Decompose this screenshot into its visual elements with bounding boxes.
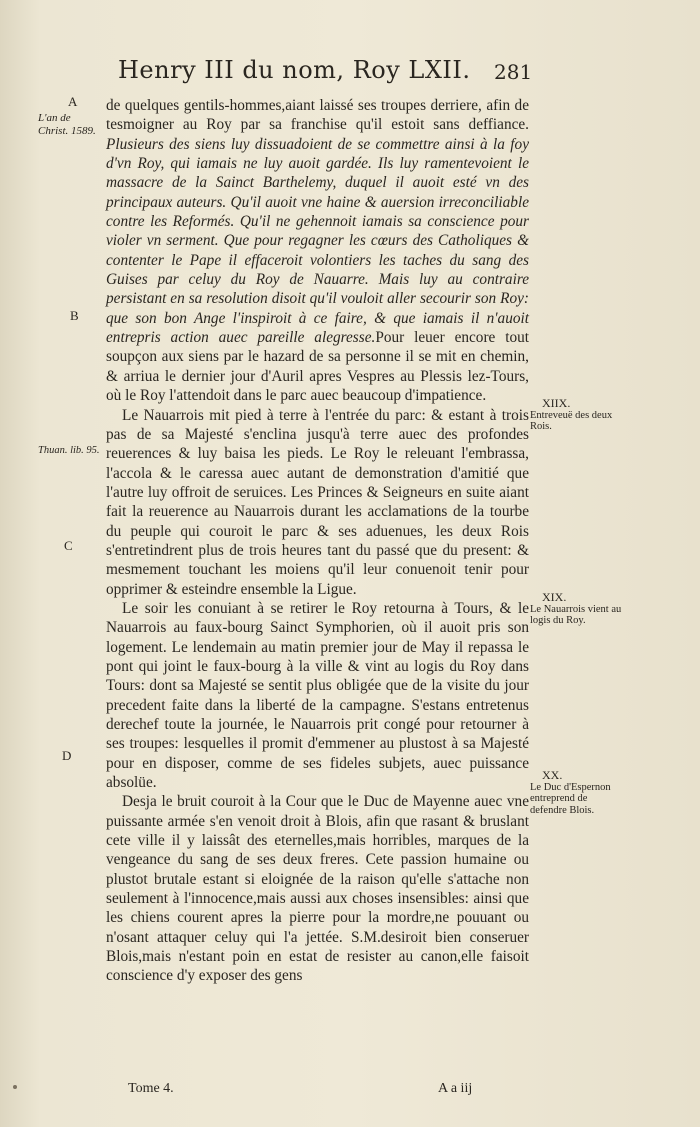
margin-note-20 <box>530 770 622 816</box>
signature-mark: A a iij <box>438 1081 473 1096</box>
margin-note-19a <box>530 398 622 433</box>
section-letter-d: D <box>62 748 72 763</box>
margin-note-19b <box>530 592 622 627</box>
source-note: Thuan. lib. 95. <box>38 445 100 456</box>
main-text <box>106 96 529 986</box>
section-letter-b: B <box>70 308 79 323</box>
paragraph-1-italic: Plusieurs des siens luy dissuadoient de se commettre ainsi à la foy d'vn Roy, qui iamais ne luy auoit gardée. Ils luy ramentevoient le massacre de la Sainct Barthelemy, duquel il auoit esté vn des principaux auteurs. Qu'il auoit vne haine & auersion irreconciliable contre les Reformés. Qu'il ne gehennoit iamais sa conscience pour violer vn serment. Que pour regagner les cœurs des Catholiques & contenter le Pape il effaceroit volontiers les taches du sang des Guises par celuy du Roy de Nauarre. Mais luy au contraire persistant en sa resolution disoit qu'il vouloit aller secourir son Roy: que son bon Ange l'inspiroit à ce faire, & que iamais il n'auoit entrepris action auec pareille alegresse. <box>106 135 529 347</box>
page-number: 281 <box>494 60 533 84</box>
paragraph-2: Le Nauarrois mit pied à terre à l'entrée du parc: & estant à trois pas de sa Majesté s'enclina jusqu'à terre auec des profondes reuerences & luy baisa les pieds. Le Roy le releuant l'embrassa, l'accola & le caressa auec autant de demonstration d'amitié que l'autre luy offroit de seruices. Les Princes & Seigneurs en suite aiant fait la reuerence au Nauarrois durant les acclamations de la tourbe du peuple qui couroit le parc & ses aduenues, les deux Rois s'entretindrent plus de trois heures tant du passé que du present: & mesmement touchant les moiens qu'il leur conuenoit tenir pour opprimer & esteindre ensemble la Ligue. <box>106 406 529 598</box>
margin-note-20-number: XX. <box>542 768 563 782</box>
paragraph-4: Desja le bruit couroit à la Cour que le Duc de Mayenne auec vne puissante armée s'en venoit droit à Blois, afin que rasant & bruslant cete ville il y laissât des eternelles,mais horribles, marques de la vengeance du sang de ses deux freres. Cete passion humaine ou plustot brutale estant si eloignée de la raison qu'elle s'attache non seulement à l'innocence,mais aussi aux choses insensibles: ainsi que les chiens courent apres la pierre pour la mordre,ne pouuant ou n'osant attaquer celuy qui l'a jettée. S.M.desiroit bien conseruer Blois,mais n'estant poin en estat de resister au canon,elle faisoit conscience d'y exposer des gens <box>106 793 529 985</box>
running-title: Henry III du nom, Roy LXII. <box>118 56 471 84</box>
volume-label: Tome 4. <box>128 1081 174 1096</box>
margin-note-19a-text: Entreveuë des deux Rois. <box>530 409 613 432</box>
section-letter-a: A <box>68 94 78 109</box>
year-note: L'an de Christ. 1589. <box>38 112 96 137</box>
margin-note-19a-number: XIIX. <box>542 396 571 410</box>
section-letter-c: C <box>64 538 73 553</box>
margin-note-20-text: Le Duc d'Espernon entreprend de defendre Blois. <box>530 781 611 816</box>
paragraph-1-text: de quelques gentils-hommes,aiant laissé ses troupes derriere, afin de tesmoigner au Roy par sa franchise qu'il estoit sans deffiance. <box>106 97 529 134</box>
page-footer <box>128 1081 508 1097</box>
paper-spot <box>13 1085 17 1089</box>
margin-note-19b-text: Le Nauarrois vient au logis du Roy. <box>530 603 622 626</box>
margin-note-19b-number: XIX. <box>542 590 567 604</box>
paragraph-1 <box>106 96 529 406</box>
paragraph-3: Le soir les conuiant à se retirer le Roy retourna à Tours, & le Nauarrois au faux-bourg Sainct Symphorien, où il auoit pris son logement. Le lendemain au matin premier jour de May il repassa le pont qui joint le faux-bourg à la ville & vint au logis du Roy dans Tours: dont sa Majesté se sentit plus obligée que de la visite du jour precedent faite dans la liberté de la campagne. S'estans entretenus derechef toute la journée, le Nauarrois prit congé pour retourner à ses troupes: lesquelles il promit d'emmener au plustost à sa Majesté pour en disposer, comme de ses fideles subjets, auec puissance absolüe. <box>106 599 529 792</box>
paragraph-1-tail: Pour leuer encore tout soupçon aux siens par le hazard de sa personne il se mit en chemin, & arriua le dernier jour d'Auril apres Vespres au Plessis lez-Tours, où le Roy l'attendoit dans le parc auec beaucoup d'impatience. <box>106 329 530 405</box>
